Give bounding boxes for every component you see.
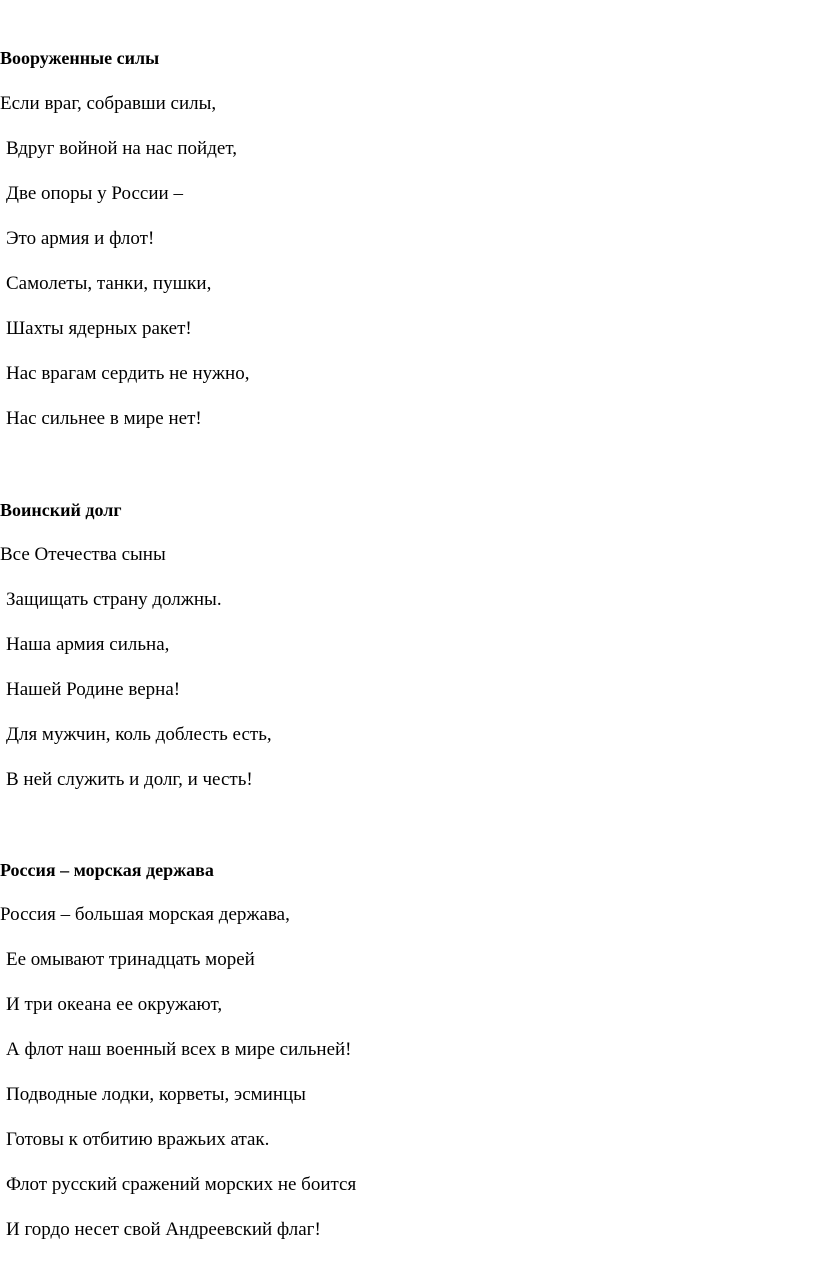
poem-title: Вооруженные силы	[0, 48, 160, 68]
poem-title: Воинский долг	[0, 500, 122, 520]
poem-line: Наша армия сильна,	[6, 634, 170, 655]
poem-line: И три океана ее окружают,	[6, 994, 223, 1015]
poem-line: И гордо несет свой Андреевский флаг!	[6, 1219, 321, 1240]
poem-line: Нас врагам сердить не нужно,	[6, 363, 250, 384]
poem-line: Нашей Родине верна!	[6, 679, 181, 700]
poem-title: Россия – морская держава	[0, 860, 214, 880]
poem-line: А флот наш военный всех в мире сильней!	[6, 1039, 352, 1060]
poem-line: В ней служить и долг, и честь!	[6, 769, 253, 790]
poem-line: Если враг, собравши силы,	[0, 93, 217, 114]
poem-line: Две опоры у России –	[6, 183, 183, 204]
poem-line: Подводные лодки, корветы, эсминцы	[6, 1084, 306, 1105]
poem-line: Россия – большая морская держава,	[0, 904, 290, 925]
poem-line: Готовы к отбитию вражьих атак.	[6, 1129, 270, 1150]
poem-line: Защищать страну должны.	[6, 589, 222, 610]
poem-line: Самолеты, танки, пушки,	[6, 273, 212, 294]
poem-line: Нас сильнее в мире нет!	[6, 408, 202, 429]
poem-line: Это армия и флот!	[6, 228, 155, 249]
poem-line: Для мужчин, коль доблесть есть,	[6, 724, 272, 745]
poem-line: Флот русский сражений морских не боится	[6, 1174, 357, 1195]
poem-line: Ее омывают тринадцать морей	[6, 949, 255, 970]
poem-line: Шахты ядерных ракет!	[6, 318, 192, 339]
poem-line: Вдруг войной на нас пойдет,	[6, 138, 237, 159]
poem-line: Все Отечества сыны	[0, 544, 166, 565]
